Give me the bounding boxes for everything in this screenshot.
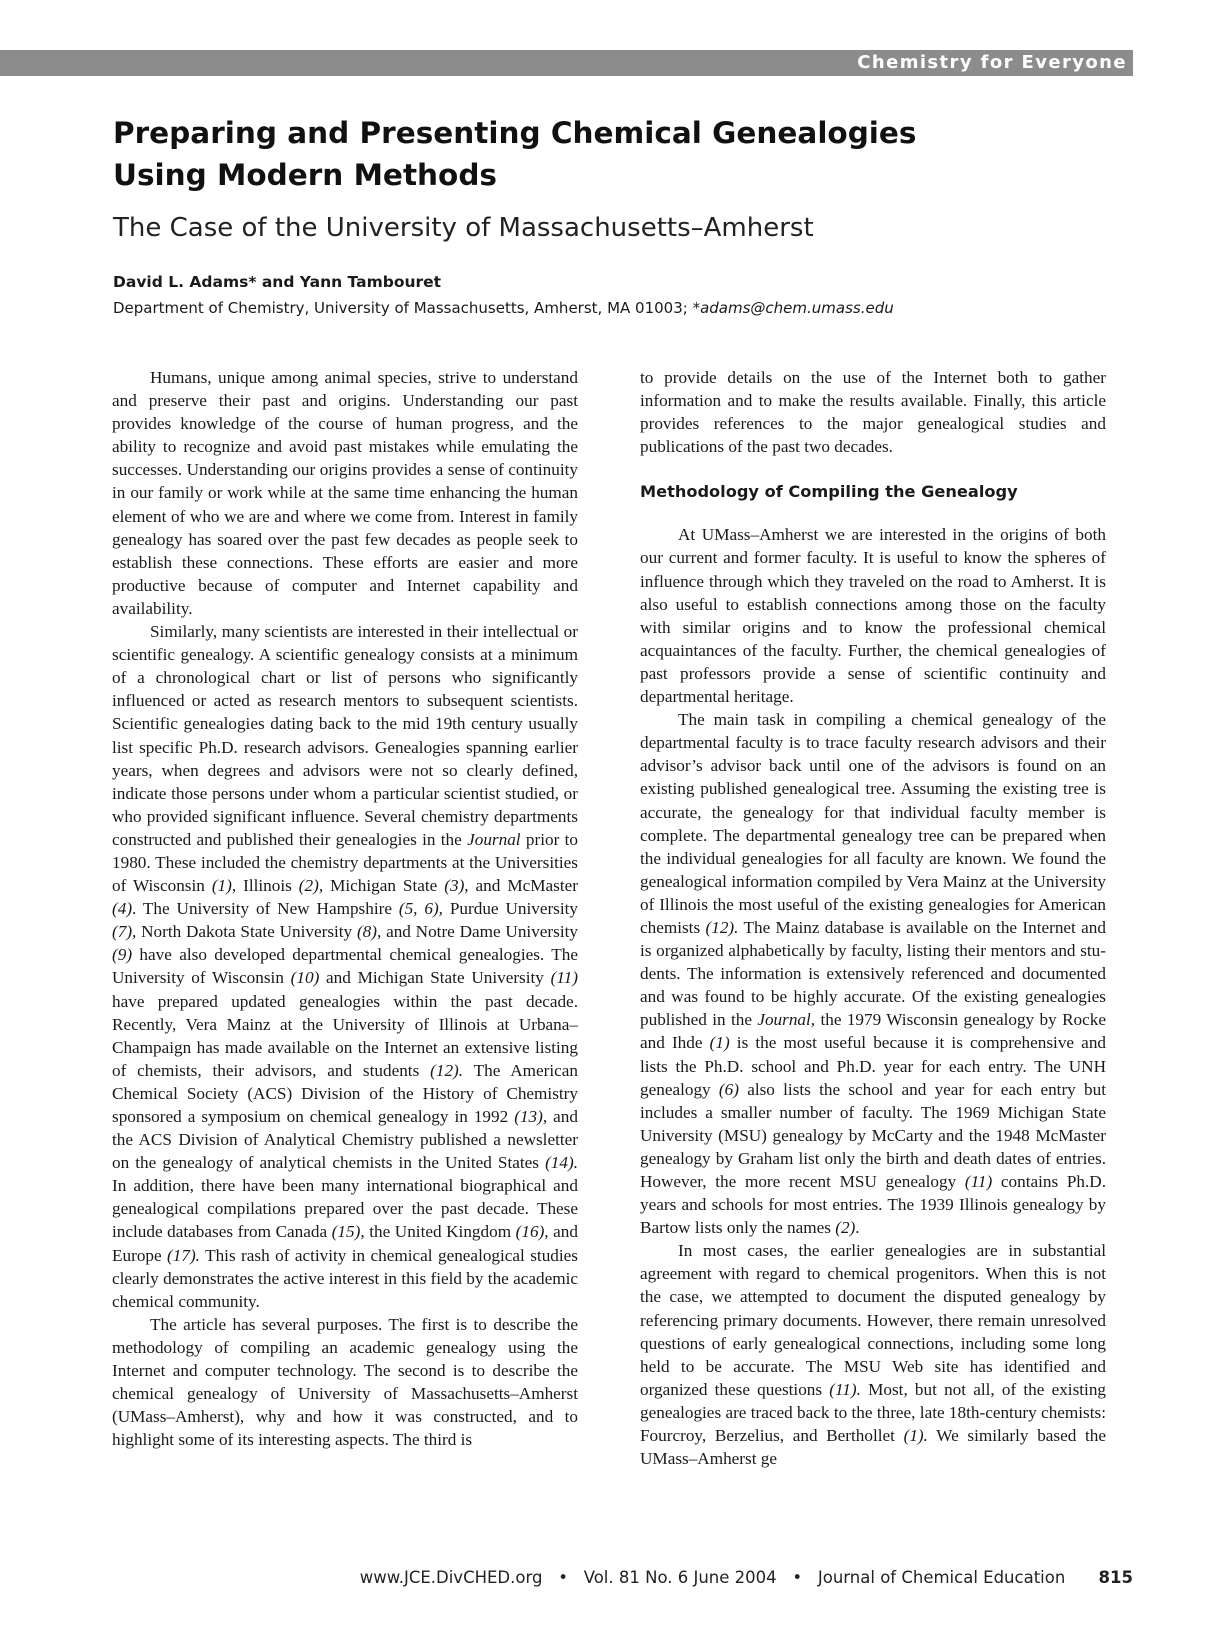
citation: (15), bbox=[331, 1222, 365, 1242]
citation: (3), bbox=[444, 876, 469, 896]
citation: (1) bbox=[709, 1033, 730, 1053]
citation: (13), bbox=[514, 1107, 548, 1126]
paragraph: Similarly, many scientists are interested in their intellectual or scientific genealogy. A scientific genealogy consists at a minimum of a chronological chart or list of persons who significantly influenced or acted as research mentors to subsequent scientists. Scientific genealogies dating back to the mid 19th century usually list specific Ph.D. research advisors. Genealogies spanning earlier years, when degrees and advisors were not so clearly defined, indicate those persons under whom a particular scientist studied, or who provided significant influence. Several chemistry departments constructed and published their genealogies in the Journal prior to 1980. These included the chemistry departments at the Universities of Wisconsin (1), Illinois (2), Michigan State (3), and McMaster (4). The University of New Hampshire (5, 6), Purdue University (7), North Dakota State University (8), and Notre Dame University (9) have also developed departmental chemical genealogies. The University of Wisconsin (10) and Michigan State University (11) have prepared updated genealogies within the past decade. Recently, Vera Mainz at the University of Illinois at Urbana–Champaign has made available on the Internet an extensive listing of chemists, their advisors, and students (12). The American Chemical Society (ACS) Division of the History of Chemistry sponsored a symposium on chemical genealogy in 1992 (13), and the ACS Division of Analytical Chemistry published a newsletter on the genealogy of analytical chemists in the United States (14). In addition, there have been many international biographical and genealogical compilations prepared over the past decade. These include databases from Canada (15), the United Kingdom (16), and Europe (17). This rash of activity in chemical genealogical studies clearly demonstrates the active interest in this field by the academic chemical community. bbox=[112, 622, 578, 1311]
section-label: Chemistry for Everyone bbox=[857, 52, 1127, 73]
citation: (16), bbox=[515, 1222, 549, 1242]
citation: (7), bbox=[112, 922, 137, 942]
journal-name: Journal bbox=[467, 829, 521, 849]
page-number: 815 bbox=[1098, 1568, 1133, 1587]
journal-website: www.JCE.DivCHED.org bbox=[359, 1568, 543, 1587]
title-line-1: Preparing and Presenting Chemical Genealogies bbox=[113, 116, 917, 150]
author-email: adams@chem.umass.edu bbox=[700, 299, 894, 317]
section-heading: Methodology of Compiling the Genealogy bbox=[640, 482, 1018, 502]
citation: (1) bbox=[211, 876, 232, 896]
citation: (17). bbox=[167, 1245, 200, 1265]
citation: (6) bbox=[718, 1079, 739, 1099]
author-affiliation bbox=[113, 298, 894, 318]
title-line-2: Using Modern Methods bbox=[113, 158, 497, 192]
paragraph: Humans, unique among animal species, strive to understand and preserve their past and origins. Understanding our past provides knowledge of the course of human progress, and the ability to recognize and avoid past mistakes while emulating the successes. Understanding our origins provides a sense of continuity in our family or work while at the same time enhancing the human element of who we are and where we come from. Interest in family genealogy has soared over the past few decades as people seek to establish these connections. These efforts are easier and more productive because of computer and Internet capability and availability. bbox=[112, 368, 578, 618]
citation: (12). bbox=[430, 1060, 464, 1080]
footer-separator: • bbox=[792, 1568, 803, 1587]
citation: (11) bbox=[964, 1172, 993, 1191]
section-banner bbox=[0, 50, 1133, 76]
affiliation-text: Department of Chemistry, University of Massachusetts, Amherst, MA 01003; * bbox=[113, 299, 701, 317]
citation: (11) bbox=[550, 968, 578, 988]
citation: (2) bbox=[835, 1218, 856, 1238]
paragraph: The main task in compiling a chemical genealogy of the departmental faculty is to trace faculty research advisors and their advisor’s advisor back until one of the advisors is found on an existing published genealogical tree. Assuming the existing tree is accurate, the genealogy for that individual faculty member is complete. The departmental genealogy tree can be prepared when the individual genealogies for all faculty are known. We found the genealogical information compiled by Vera Mainz at the University of Illinois the most useful of the existing genealogies for American chemists (12). The Mainz database is available on the Internet and is organized alphabetically by faculty, listing their mentors and students. The information is extensively referenced and documented and was found to be highly accurate. Of the existing genealogies published in the Journal, the 1979 Wisconsin genealogy by Rocke and Ihde (1) is the most useful because it is comprehensive and lists the Ph.D. school and Ph.D. year for each entry. The UNH genealogy (6) also lists the school and year for each entry but includes a smaller number of faculty. The 1969 Michigan State University (MSU) genealogy by McCarty and the 1948 McMaster genealogy by Graham list only the birth and death dates of entries. However, the more recent MSU genealogy (11) contains Ph.D. years and schools for most entries. The 1939 Illinois genealogy by Bartow lists only the names (2). bbox=[640, 710, 1107, 1238]
citation: (12). bbox=[705, 917, 739, 937]
article-subtitle: The Case of the University of Massachusetts–Amherst bbox=[113, 213, 814, 243]
journal-name-footer: Journal of Chemical Education bbox=[817, 1568, 1066, 1587]
page-footer bbox=[112, 1567, 1133, 1589]
citation: (14). bbox=[545, 1153, 578, 1173]
body-column-right bbox=[640, 366, 1106, 1470]
citation: (5, 6), bbox=[398, 899, 443, 919]
citation: (10) bbox=[290, 968, 320, 988]
paragraph: In most cases, the earlier genealogies are in substantial agreement with regard to chemical progenitors. When this is not the case, we attempted to document the disputed genealogy by referencing primary documents. However, there remain unresolved questions of early genealogical connections, including some long held to be accurate. The MSU Web site has identified and organized these questions (11). Most, but not all, of the existing genealogies are traced back to the three, late 18th-century chemists: Fourcroy, Berzelius, and Berthollet (1). We similarly based the UMass–Amherst ge bbox=[640, 1241, 1107, 1469]
paragraph: At UMass–Amherst we are interested in the origins of both our current and former faculty. It is useful to know the spheres of influence through which they traveled on the road to Amherst. It is also useful to establish connections among those on the faculty with similar origins and to know the professional chemical acquaintances of the faculty. Further, the chemical genealogies of past professors provide a sense of scientific continuity and departmental heritage. bbox=[640, 525, 1106, 707]
citation: (1). bbox=[903, 1426, 928, 1446]
citation: (8), bbox=[356, 922, 382, 942]
citation: (2), bbox=[298, 876, 324, 896]
article-title bbox=[113, 112, 1093, 196]
issue-info: Vol. 81 No. 6 June 2004 bbox=[583, 1568, 777, 1587]
author-list: David L. Adams* and Yann Tambouret bbox=[113, 273, 442, 291]
paragraph: to provide details on the use of the Internet both to gather information and to make the results available. Finally, this article provides references to the major genealogical studies and publications of the past two decades. bbox=[640, 368, 1106, 457]
paragraph: The article has several purposes. The first is to describe the methodology of compiling an academic genealogy using the Internet and computer technology. The second is to describe the chemical genealogy of University of Massachusetts–Amherst (UMass–Amherst), why and how it was constructed, and to highlight some of its interesting aspects. The third is bbox=[112, 1314, 578, 1450]
footer-separator: • bbox=[558, 1568, 568, 1587]
body-column-left bbox=[112, 366, 578, 1451]
citation: (11). bbox=[829, 1379, 861, 1399]
citation: (9) bbox=[112, 945, 133, 965]
journal-name: Journal, bbox=[757, 1010, 816, 1030]
citation: (4) bbox=[112, 899, 133, 919]
